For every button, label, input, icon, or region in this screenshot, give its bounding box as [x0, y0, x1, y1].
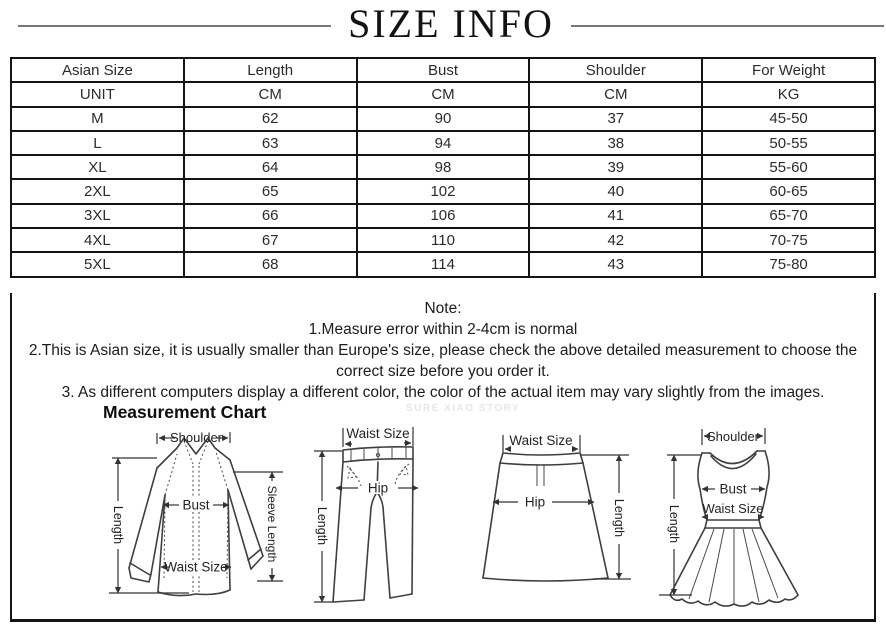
size-cell: 75-80: [702, 252, 875, 276]
size-cell: 55-60: [702, 155, 875, 179]
size-cell: 63: [184, 131, 357, 155]
size-cell: 64: [184, 155, 357, 179]
size-cell: 41: [529, 204, 702, 228]
note-line: 3. As different computers display a different color, the color of the actual item may vary slightly from the images.: [61, 384, 825, 401]
size-cell: 102: [357, 179, 530, 203]
size-cell: 98: [357, 155, 530, 179]
size-cell: 42: [529, 228, 702, 252]
size-cell: 106: [357, 204, 530, 228]
size-cell: M: [11, 107, 184, 131]
size-cell: 68: [184, 252, 357, 276]
measurement-chart-heading: Measurement Chart: [103, 402, 267, 422]
note-line: 2.This is Asian size, it is usually smaller than Europe's size, please check the above detailed measurement to choose the correct size before you order it.: [28, 342, 858, 380]
size-cell: 114: [357, 252, 530, 276]
title-rule-right: [571, 25, 884, 27]
dress-annotations: [659, 428, 765, 595]
dress-bust-label: Bust: [719, 481, 747, 497]
page-title: SIZE INFO: [348, 1, 554, 46]
unit-cell: CM: [529, 82, 702, 106]
size-cell: 45-50: [702, 107, 875, 131]
unit-cell: CM: [357, 82, 530, 106]
unit-cell: CM: [184, 82, 357, 106]
column-header: Length: [184, 58, 357, 82]
size-cell: XL: [11, 155, 184, 179]
table-row: [11, 204, 875, 228]
shirt-bust-label: Bust: [182, 497, 210, 513]
size-cell: 50-55: [702, 131, 875, 155]
table-row: [11, 179, 875, 203]
unit-cell: KG: [702, 82, 875, 106]
dress-outline: [670, 451, 798, 606]
column-header: Shoulder: [529, 58, 702, 82]
skirt-diagram: [480, 432, 640, 592]
watermark-text: SURE XIAO STORY: [406, 403, 521, 414]
notes-text: [12, 293, 874, 403]
shirt-waist-label: Waist Size: [164, 559, 228, 575]
table-row: [11, 107, 875, 131]
skirt-outline: [483, 453, 608, 581]
dress-shoulder-label: Shoulder: [706, 429, 760, 444]
pants-hip-label: Hip: [367, 480, 389, 496]
table-row: [11, 155, 875, 179]
size-cell: 5XL: [11, 252, 184, 276]
column-header: Bust: [357, 58, 530, 82]
size-cell: 43: [529, 252, 702, 276]
size-cell: 66: [184, 204, 357, 228]
size-cell: L: [11, 131, 184, 155]
size-cell: 37: [529, 107, 702, 131]
unit-row: [11, 82, 875, 106]
size-cell: 2XL: [11, 179, 184, 203]
skirt-hip-label: Hip: [524, 494, 546, 510]
skirt-waist-label: Waist Size: [509, 433, 573, 448]
pants-waist-label: Waist Size: [346, 426, 410, 441]
title-row: [0, 0, 886, 52]
size-cell: 65: [184, 179, 357, 203]
size-cell: 62: [184, 107, 357, 131]
column-header: Asian Size: [11, 58, 184, 82]
skirt-length-label: Length: [612, 498, 626, 538]
unit-cell: UNIT: [11, 82, 184, 106]
dress-diagram: [648, 425, 833, 615]
table-row: [11, 228, 875, 252]
size-cell: 65-70: [702, 204, 875, 228]
shirt-sleeve-length-label: Sleeve Length: [265, 485, 279, 563]
size-cell: 70-75: [702, 228, 875, 252]
dress-length-label: Length: [667, 504, 681, 544]
title-rule-left: [18, 25, 331, 27]
column-header: For Weight: [702, 58, 875, 82]
note-line: 1.Measure error within 2-4cm is normal: [308, 321, 578, 338]
pants-diagram: [306, 426, 421, 608]
pants-length-label: Length: [315, 506, 329, 546]
size-cell: 4XL: [11, 228, 184, 252]
dress-waist-label: Waist Size: [702, 501, 764, 516]
size-cell: 110: [357, 228, 530, 252]
table-row: [11, 131, 875, 155]
size-cell: 90: [357, 107, 530, 131]
shirt-length-label: Length: [111, 505, 125, 545]
size-cell: 94: [357, 131, 530, 155]
pants-outline: [333, 447, 413, 602]
header-row: [11, 58, 875, 82]
table-row: [11, 252, 875, 276]
size-cell: 40: [529, 179, 702, 203]
note-heading: Note:: [424, 300, 462, 317]
size-cell: 60-65: [702, 179, 875, 203]
size-cell: 39: [529, 155, 702, 179]
size-cell: 38: [529, 131, 702, 155]
shirt-shoulder-label: Shoulder: [169, 430, 223, 445]
shirt-diagram: [105, 428, 290, 600]
size-cell: 3XL: [11, 204, 184, 228]
size-cell: 67: [184, 228, 357, 252]
size-table: [10, 57, 876, 278]
